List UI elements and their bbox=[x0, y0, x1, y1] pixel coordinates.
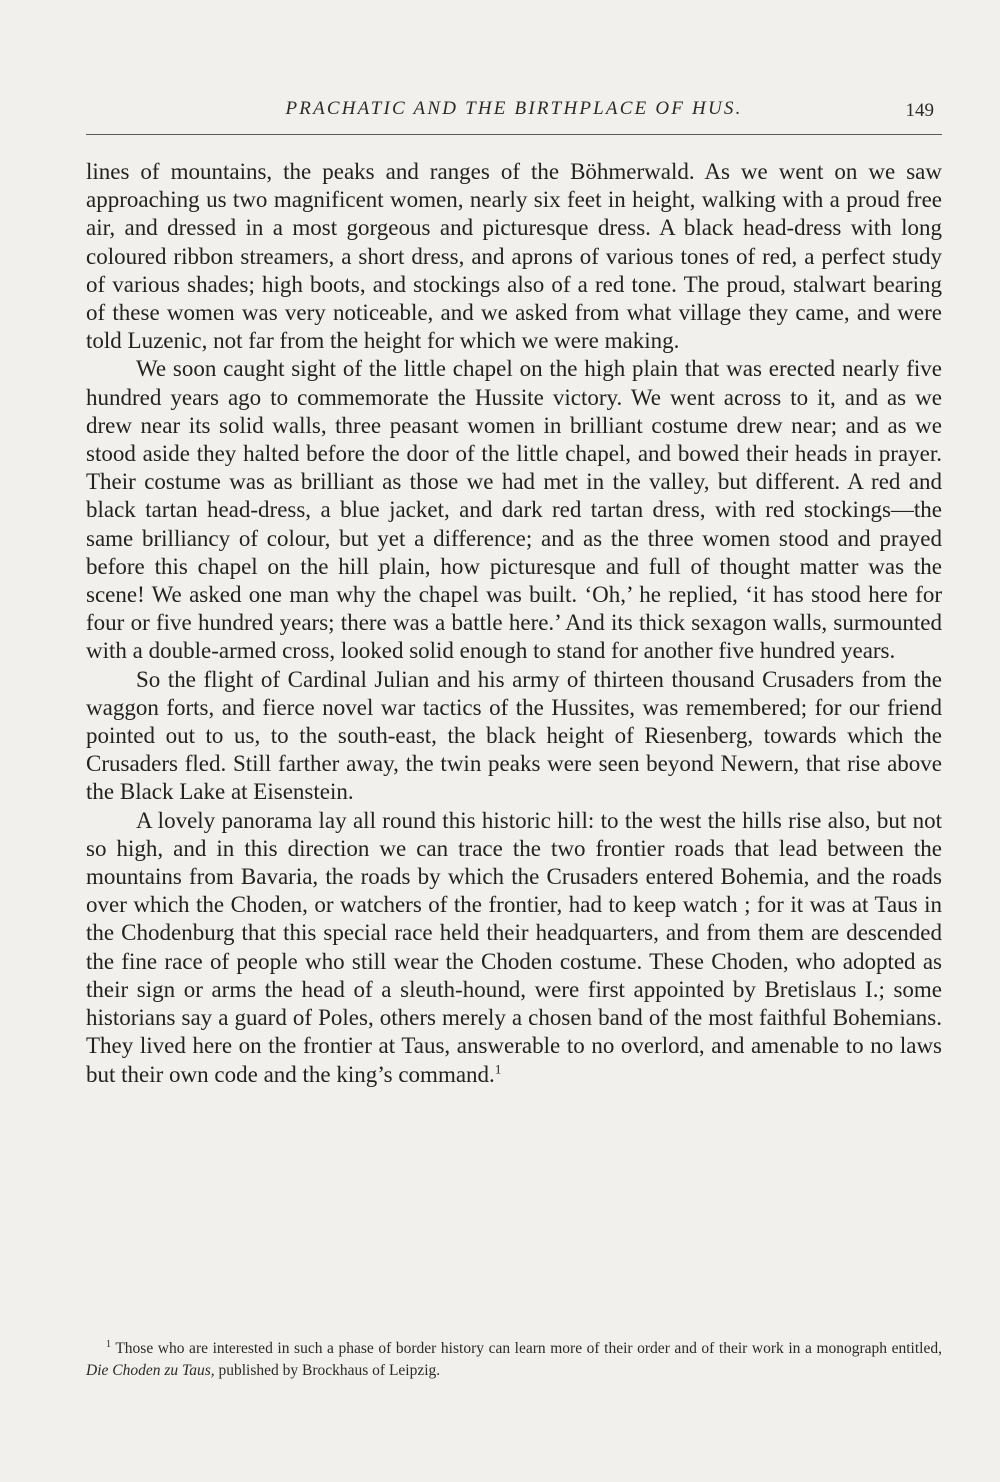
running-title: PRACHATIC AND THE BIRTHPLACE OF HUS. bbox=[285, 98, 743, 119]
paragraph-4-text: A lovely panorama lay all round this historic hill: to the west the hills rise also, but not so high, and in this direction we can trace the two frontier roads that lead between the mountains from Bavaria, the roads by which the Crusaders entered Bohemia, and the roads over which the Choden, or watchers of the frontier, had to keep watch ; for it was at Taus in the Chodenburg that this special race held their headquarters, and from them are descended the fine race of people who still wear the Choden costume. These Choden, who adopted as their sign or arms the head of a sleuth-hound, were first appointed by Bretislaus I.; some historians say a guard of Poles, others merely a chosen band of the most faithful Bohemians. They lived here on the frontier at Taus, answerable to no overlord, and amenable to no laws but their own code and the king’s command. bbox=[86, 807, 942, 1087]
body-text bbox=[86, 158, 942, 1089]
paragraph-4 bbox=[86, 807, 942, 1089]
footnote-mark: 1 bbox=[106, 1338, 111, 1350]
header-rule bbox=[86, 134, 942, 135]
footnote bbox=[86, 1338, 942, 1382]
footnote-book-title: Die Choden zu Taus, bbox=[86, 1362, 215, 1379]
running-head bbox=[86, 98, 942, 128]
footnote-text-after: published by Brockhaus of Leipzig. bbox=[214, 1362, 441, 1379]
paragraph-2: We soon caught sight of the little chapel on the high plain that was erected nearly five hundred years ago to commemorate the Hussite victory. We went across to it, and as we drew near its solid walls, three peasant women in brilliant costume drew near; and as we stood aside they halted before the door of the little chapel, and bowed their heads in prayer. Their costume was as brilliant as those we had met in the valley, but different. A red and black tartan head-dress, a blue jacket, and dark red tartan dress, with red stockings—the same brilliancy of colour, but yet a difference; and as the three women stood and prayed before this chapel on the hill plain, how picturesque and full of thought matter was the scene! We asked one man why the chapel was built. ‘Oh,’ he replied, ‘it has stood here for four or five hundred years; there was a battle here.’ And its thick sexagon walls, surmounted with a double-armed cross, looked solid enough to stand for another five hundred years. bbox=[86, 356, 942, 664]
footnote-text-before: Those who are interested in such a phase of border history can learn more of their order and of their work in a monograph entitled, bbox=[115, 1340, 942, 1357]
page-number: 149 bbox=[905, 100, 934, 121]
paragraph-3: So the flight of Cardinal Julian and his army of thirteen thousand Crusaders from the waggon forts, and fierce novel war tactics of the Hussites, was remembered; for our friend pointed out to us, to the south-east, the black height of Riesenberg, towards which the Crusaders fled. Still farther away, the twin peaks were seen beyond Newern, that rise above the Black Lake at Eisenstein. bbox=[86, 666, 942, 805]
footnote-reference: 1 bbox=[494, 1060, 502, 1076]
paragraph-1: lines of mountains, the peaks and ranges of the Böhmerwald. As we went on we saw approaching us two magnificent women, nearly six feet in height, walking with a proud free air, and dressed in a most gorgeous and picturesque dress. A black head-dress with long coloured ribbon streamers, a short dress, and aprons of various tones of red, a perfect study of various shades; high boots, and stockings also of a red tone. The proud, stalwart bearing of these women was very noticeable, and we asked from what village they came, and were told Luzenic, not far from the height for which we were making. bbox=[86, 159, 942, 354]
